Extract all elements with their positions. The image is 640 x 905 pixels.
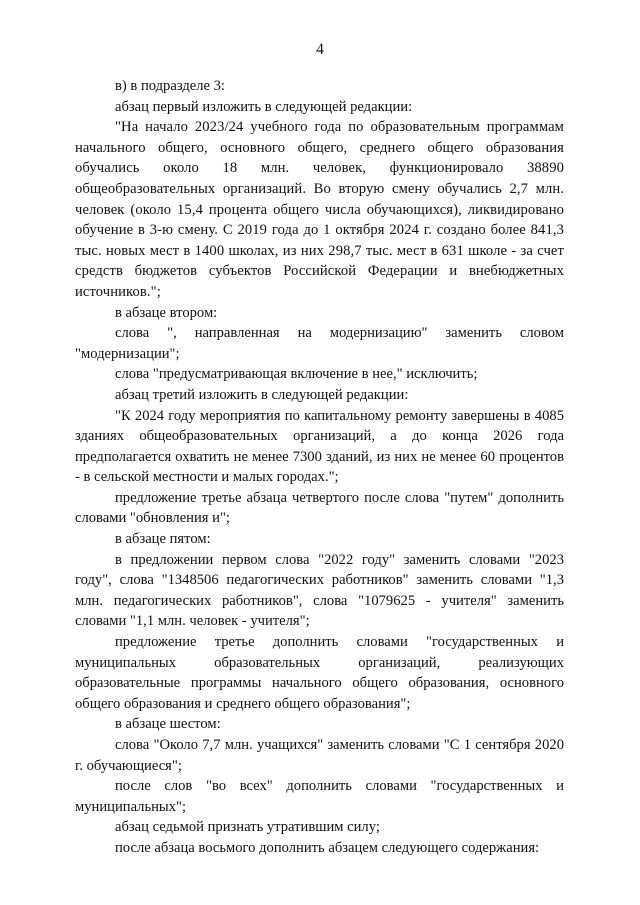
paragraph-quoted-text: "На начало 2023/24 учебного года по образовательным программам начального общего, основного общего, среднего общего образования обучались около 18 млн. человек, функционировало 38890 общеобразовательных организаций. Во вторую смену обучались 2,7 млн. человек (около 15,4 процента общего числа обучающихся), ликвидировано обучение в 3-ю смену. С 2019 года до 1 октября 2024 г. создано более 841,3 тыс. новых мест в 1400 школах, из них 298,7 тыс. мест в 631 школе - за счет средств бюджетов субъектов Российской Федерации и внебюджетных источников."; [75,119,564,300]
paragraph-instruction: абзац седьмой признать утратившим силу; [115,819,380,836]
paragraph-instruction: слова ", направленная на модернизацию" заменить словом "модернизации"; [75,325,564,362]
paragraph-instruction: предложение третье дополнить словами "государственных и муниципальных образовательных организаций, реализующих образовательные программы начального общего образования, основного общего образования и среднего общего образования"; [75,634,564,712]
paragraph-instruction: абзац третий изложить в следующей редакции: [115,386,409,403]
document-body [75,76,564,859]
paragraph-subsection-heading: в) в подразделе 3: [115,78,225,94]
paragraph-instruction: в абзаце пятом: [115,531,211,548]
paragraph-quoted-text: "К 2024 году мероприятия по капитальному ремонту завершены в 4085 зданиях общеобразовательных организаций, а до конца 2026 года предполагается охватить не менее 7300 зданий, из них не менее 60 процентов - в сельской местности и малых городах."; [75,407,564,486]
paragraph-instruction: в абзаце шестом: [115,716,221,733]
paragraph-instruction: после абзаца восьмого дополнить абзацем следующего содержания: [115,839,540,856]
paragraph-instruction: абзац первый изложить в следующей редакции: [115,98,413,115]
paragraph-instruction: предложение третье абзаца четвертого после слова "путем" дополнить словами "обновления и"; [75,489,564,527]
paragraph-instruction: слова "Около 7,7 млн. учащихся" заменить словами "С 1 сентября 2020 г. обучающиеся"; [75,737,564,774]
paragraph-instruction: после слов "во всех" дополнить словами "государственных и муниципальных"; [75,778,564,815]
paragraph-instruction: слова "предусматривающая включение в нее," исключить; [115,366,478,383]
paragraph-instruction: в предложении первом слова "2022 году" заменить словами "2023 году", слова "1348506 педагогических работников" заменить словами "1,3 млн. педагогических работников", слова "1079625 - учителя" заменить словами "1,1 млн. человек - учителя"; [75,551,564,630]
page-number: 4 [316,41,324,58]
paragraph-instruction: в абзаце втором: [115,304,218,321]
